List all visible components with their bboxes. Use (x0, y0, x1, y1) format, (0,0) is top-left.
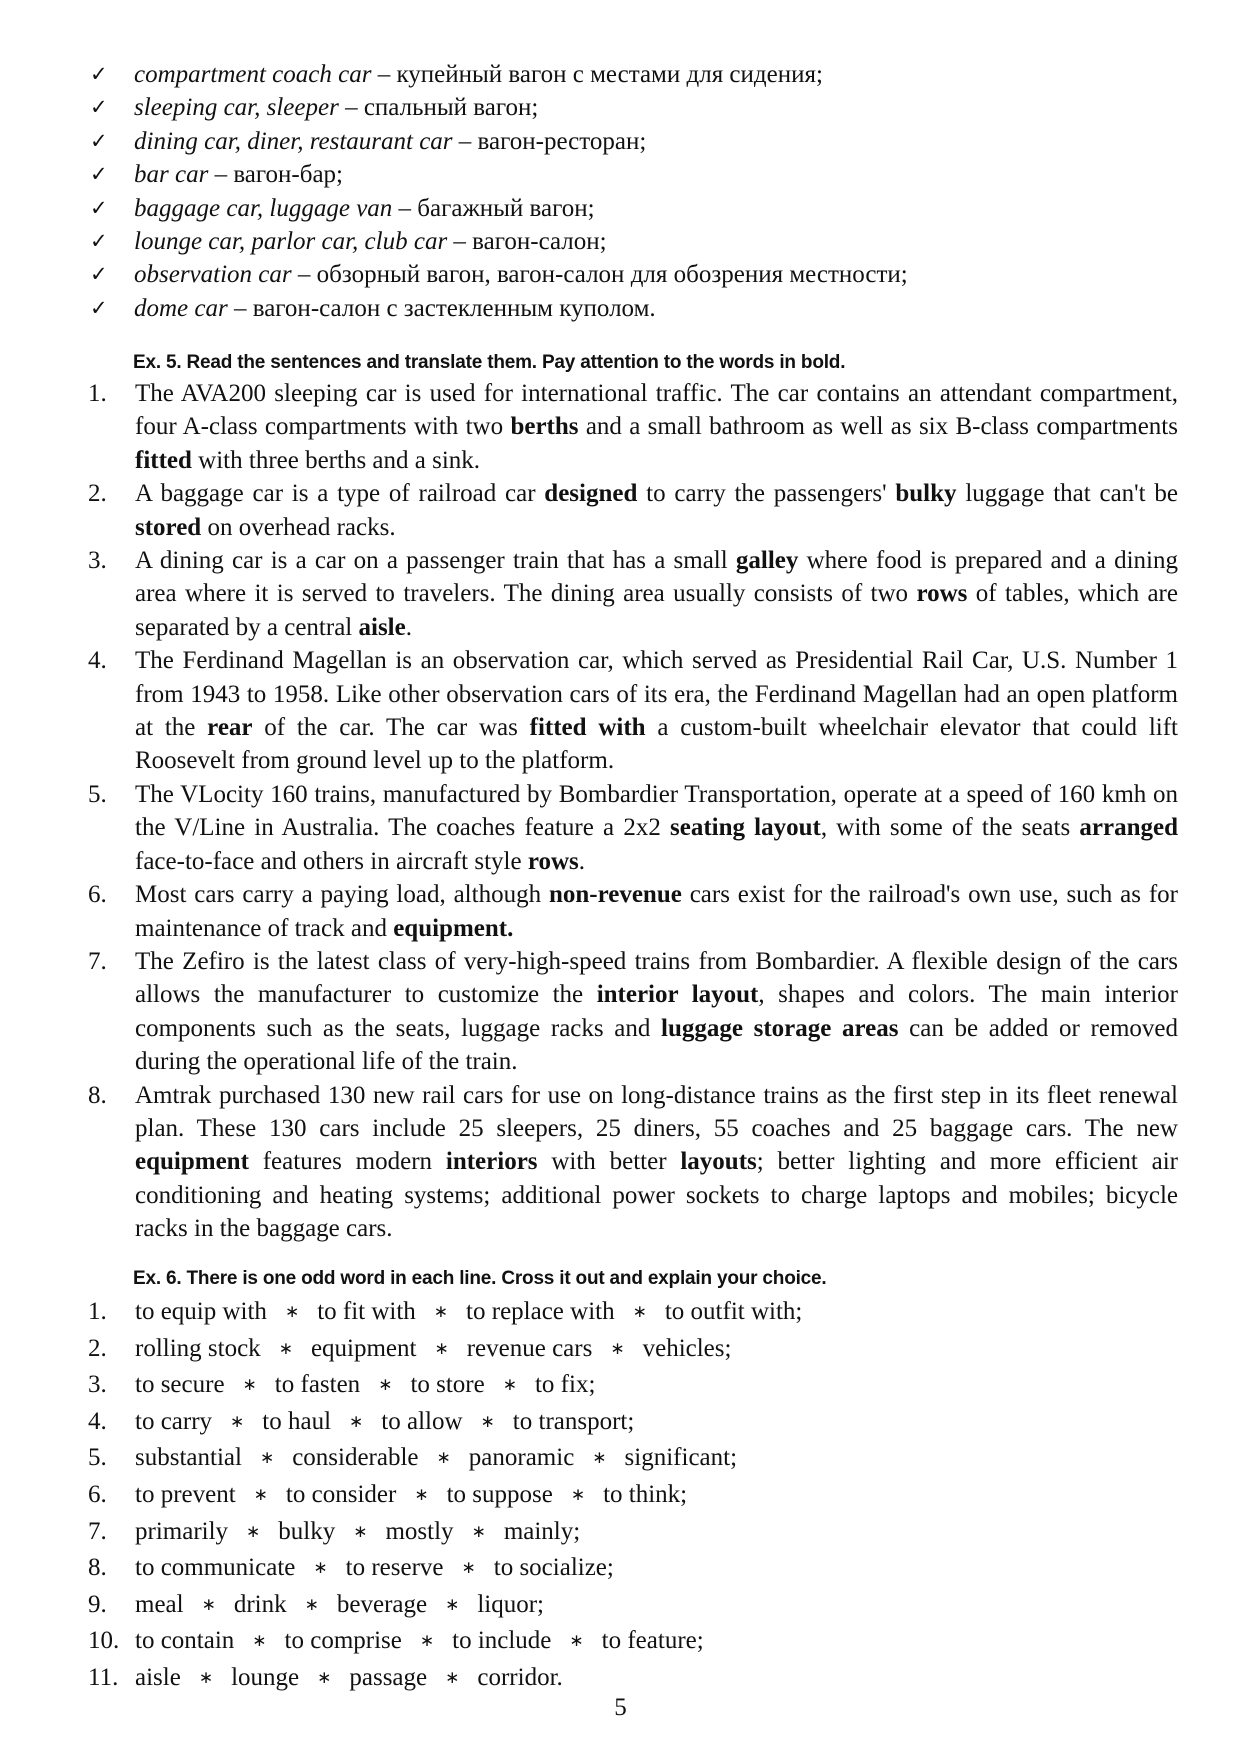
odd-word-option: passage (349, 1663, 428, 1691)
asterisk-separator-icon: ∗ (414, 1484, 429, 1505)
sentence-text: The Zefiro is the latest class of very-high-speed trains from Bombardier. A flexible design of the cars allows the manufacturer to customize the (135, 947, 1178, 1009)
asterisk-separator-icon: ∗ (632, 1302, 647, 1322)
page-number: 5 (614, 1694, 627, 1721)
asterisk-separator-icon: ∗ (242, 1375, 257, 1396)
asterisk-separator-icon: ∗ (445, 1594, 460, 1615)
odd-word-option: bulky (278, 1517, 336, 1545)
asterisk-separator-icon: ∗ (461, 1558, 476, 1579)
list-number: 3. (88, 1371, 107, 1399)
asterisk-separator-icon: ∗ (252, 1631, 267, 1652)
vocab-term: bar car (134, 161, 209, 189)
exercise-5-sentence-list (88, 377, 1178, 1246)
odd-word-option: to store (410, 1371, 485, 1399)
vocab-translation: – спальный вагон; (338, 94, 539, 122)
odd-word-option: to socialize; (493, 1554, 614, 1582)
odd-word-option: mainly; (503, 1517, 581, 1545)
list-number: 2. (88, 480, 107, 508)
list-number: 5. (88, 1444, 107, 1472)
exercise-sentence (88, 377, 1178, 477)
odd-word-option: to consider (285, 1480, 397, 1508)
list-number: 11. (88, 1663, 119, 1691)
sentence-text: , with some of the seats (820, 814, 1080, 842)
vocab-list-item (88, 58, 1188, 91)
check-mark-icon: ✓ (90, 128, 108, 153)
odd-word-option: to equip with (135, 1298, 267, 1325)
asterisk-separator-icon: ∗ (198, 1667, 214, 1688)
sentence-text: a custom-built wheelchair elevator that could lift Roosevelt from ground level up to the platform. (135, 714, 1178, 775)
bold-keyword: luggage storage areas (661, 1014, 899, 1042)
list-number: 4. (88, 647, 107, 675)
odd-word-option: drink (233, 1590, 287, 1618)
vocab-translation: – вагон-ресторан; (452, 127, 647, 155)
asterisk-separator-icon: ∗ (445, 1667, 460, 1688)
vocab-term: compartment coach car (134, 61, 372, 88)
bold-keyword: interior layout (596, 981, 759, 1009)
asterisk-separator-icon: ∗ (502, 1375, 517, 1396)
asterisk-separator-icon: ∗ (313, 1558, 328, 1579)
vocabulary-checklist (88, 58, 1188, 325)
vocab-list-item (88, 91, 1188, 124)
odd-word-option: to communicate (135, 1554, 296, 1582)
exercise-sentence (88, 544, 1178, 644)
sentence-text: The Ferdinand Magellan is an observation car, which served as Presidential Rail Car, U.S. Number 1 from 1943 to 1958. Like other observation cars of its era, the Ferdinand Magellan had an open platform at the (135, 647, 1178, 742)
vocab-term: observation car (134, 261, 292, 289)
odd-word-line (88, 1623, 1188, 1660)
odd-word-option: to fit with (317, 1298, 416, 1325)
sentence-text: . (578, 847, 586, 875)
vocab-translation: – вагон-салон с застекленным куполом. (227, 294, 656, 322)
odd-word-option: panoramic (468, 1444, 575, 1472)
odd-word-option: to replace with (466, 1298, 615, 1325)
vocab-term: dining car, diner, restaurant car (134, 127, 453, 155)
asterisk-separator-icon: ∗ (259, 1448, 275, 1469)
list-number: 2. (88, 1334, 107, 1362)
odd-word-line (88, 1477, 1188, 1514)
odd-word-option: lounge (231, 1663, 300, 1691)
sentence-text: and a small bathroom as well as six B-class compartments (578, 413, 1178, 441)
odd-word-option: revenue cars (466, 1334, 593, 1362)
asterisk-separator-icon: ∗ (284, 1302, 300, 1322)
list-number: 6. (88, 1480, 107, 1508)
bold-keyword: rear (207, 714, 253, 742)
odd-word-option: to transport; (512, 1407, 635, 1435)
vocab-list-item (88, 225, 1188, 258)
sentence-text: cars exist for the railroad's own use, such as for maintenance of track and (135, 881, 1178, 942)
check-mark-icon: ✓ (90, 62, 108, 86)
odd-word-option: to think; (603, 1480, 688, 1508)
odd-word-option: to prevent (135, 1480, 236, 1508)
list-number: 7. (88, 947, 107, 975)
vocab-term: baggage car, luggage van (134, 194, 393, 222)
asterisk-separator-icon: ∗ (253, 1484, 268, 1505)
sentence-text: with better (537, 1148, 681, 1176)
sentence-text: A baggage car is a type of railroad car (135, 480, 545, 508)
sentence-text: Most cars carry a paying load, although (135, 881, 549, 909)
odd-word-option: substantial (135, 1444, 242, 1472)
asterisk-separator-icon: ∗ (480, 1411, 495, 1432)
bold-keyword: berths (510, 413, 579, 441)
vocab-translation: – вагон-салон; (447, 227, 607, 255)
sentence-text: can be added or removed during the operational life of the train. (135, 1014, 1178, 1076)
sentence-text: The VLocity 160 trains, manufactured by Bombardier Transportation, operate at a speed of 160 kmh on the V/Line in Australia. The coaches feature a 2x2 (135, 780, 1178, 842)
asterisk-separator-icon: ∗ (434, 1338, 449, 1359)
odd-word-option: significant; (624, 1444, 738, 1472)
asterisk-separator-icon: ∗ (353, 1521, 368, 1542)
odd-word-option: mostly (385, 1517, 454, 1545)
sentence-text: face-to-face and others in aircraft style (135, 847, 528, 875)
vocab-list-item (88, 258, 1188, 291)
asterisk-separator-icon: ∗ (304, 1594, 319, 1615)
asterisk-separator-icon: ∗ (592, 1448, 607, 1469)
list-number: 6. (88, 881, 107, 909)
vocab-list-item (88, 192, 1188, 225)
odd-word-line (88, 1550, 1188, 1587)
exercise-sentence (88, 878, 1178, 945)
asterisk-separator-icon: ∗ (230, 1411, 245, 1432)
bold-keyword: designed (544, 480, 638, 508)
asterisk-separator-icon: ∗ (378, 1375, 393, 1396)
asterisk-separator-icon: ∗ (349, 1411, 364, 1432)
asterisk-separator-icon: ∗ (569, 1631, 584, 1652)
odd-word-option: to suppose (446, 1480, 553, 1508)
bold-keyword: stored (135, 513, 202, 541)
bold-keyword: equipment. (393, 914, 514, 942)
odd-word-option: to secure (135, 1371, 225, 1399)
bold-keyword: seating layout (670, 814, 821, 842)
sentence-text: The AVA200 sleeping car is used for international traffic. The car contains an attendant compartment, four A-class compartments with two (135, 380, 1178, 441)
check-mark-icon: ✓ (90, 228, 108, 253)
bold-keyword: interiors (445, 1148, 538, 1176)
list-number: 10. (88, 1627, 120, 1655)
odd-word-option: to include (452, 1627, 552, 1655)
bold-keyword: fitted with (529, 714, 646, 742)
sentence-text: Amtrak purchased 130 new rail cars for use on long-distance trains as the first step in its fleet renewal plan. These 130 cars include 25 sleepers, 25 diners, 55 coaches and 25 baggage cars. The new (135, 1081, 1178, 1142)
list-number: 1. (88, 1298, 107, 1325)
bold-keyword: arranged (1079, 814, 1178, 842)
bold-keyword: rows (527, 847, 579, 875)
list-number: 8. (88, 1081, 107, 1109)
asterisk-separator-icon: ∗ (201, 1594, 216, 1615)
sentence-text: , shapes and colors. The main interior components such as the seats, luggage racks and (135, 981, 1178, 1042)
vocab-list-item (88, 292, 1188, 325)
vocab-term: lounge car, parlor car, club car (134, 227, 448, 255)
odd-word-option: to contain (135, 1627, 235, 1655)
odd-word-option: to fix; (534, 1371, 596, 1399)
asterisk-separator-icon: ∗ (570, 1484, 586, 1505)
odd-word-line (88, 1404, 1188, 1441)
vocab-term: sleeping car, sleeper (134, 94, 339, 122)
exercise-sentence (88, 945, 1178, 1079)
vocab-translation: – купейный вагон с местами для сидения; (371, 61, 823, 88)
odd-word-line (88, 1587, 1188, 1624)
sentence-text: luggage that can't be (956, 480, 1178, 508)
bold-keyword: aisle (358, 613, 406, 641)
vocab-translation: – вагон-бар; (208, 161, 343, 189)
asterisk-separator-icon: ∗ (436, 1448, 451, 1469)
sentence-text: ; better lighting and more efficient air conditioning and heating systems; additional power sockets to charge laptops and mobiles; bicycle racks in the baggage cars. (135, 1148, 1179, 1243)
check-mark-icon: ✓ (90, 195, 108, 220)
asterisk-separator-icon: ∗ (278, 1338, 293, 1359)
odd-word-line (88, 1294, 1188, 1331)
odd-word-option: to outfit with; (664, 1298, 803, 1325)
vocab-translation: – обзорный вагон, вагон-салон для обозрения местности; (291, 261, 908, 289)
asterisk-separator-icon: ∗ (610, 1338, 625, 1359)
odd-word-option: meal (135, 1590, 184, 1618)
list-number: 5. (88, 780, 107, 808)
sentence-text: where food is prepared and a dining area where it is served to travelers. The dining area usually consists of two (135, 547, 1178, 608)
exercise-sentence (88, 778, 1178, 878)
sentence-text: of tables, which are separated by a central (135, 580, 1178, 641)
vocab-translation: – багажный вагон; (392, 194, 595, 222)
exercise-6-odd-word-list (88, 1294, 1188, 1697)
sentence-text: of the car. The car was (252, 714, 530, 742)
vocab-list-item (88, 125, 1188, 158)
bold-keyword: non-revenue (548, 881, 682, 909)
odd-word-option: rolling stock (135, 1334, 261, 1362)
check-mark-icon: ✓ (90, 262, 108, 287)
asterisk-separator-icon: ∗ (471, 1521, 486, 1542)
exercise-sentence (88, 1079, 1178, 1246)
sentence-text: features modern (248, 1148, 446, 1176)
sentence-text: on overhead racks. (201, 513, 396, 541)
list-number: 4. (88, 1407, 107, 1435)
odd-word-option: to haul (262, 1407, 332, 1435)
sentence-text: . (405, 613, 412, 641)
bold-keyword: rows (916, 580, 968, 608)
odd-word-option: to reserve (345, 1554, 444, 1582)
check-mark-icon: ✓ (90, 95, 108, 120)
bold-keyword: equipment (135, 1148, 249, 1176)
odd-word-option: to comprise (284, 1627, 402, 1655)
check-mark-icon: ✓ (90, 295, 108, 320)
vocab-term: dome car (134, 294, 228, 322)
odd-word-option: to feature; (601, 1627, 704, 1655)
vocab-list-item (88, 158, 1188, 191)
odd-word-option: equipment (310, 1334, 417, 1362)
odd-word-line (88, 1367, 1188, 1404)
bold-keyword: layouts (680, 1148, 757, 1176)
odd-word-option: aisle (135, 1663, 181, 1691)
list-number: 1. (88, 380, 107, 407)
list-number: 3. (88, 547, 107, 575)
odd-word-option: to carry (135, 1407, 213, 1435)
list-number: 7. (88, 1517, 107, 1545)
asterisk-separator-icon: ∗ (317, 1667, 332, 1688)
bold-keyword: bulky (895, 480, 957, 508)
odd-word-option: considerable (292, 1444, 419, 1472)
bold-keyword: galley (735, 547, 799, 575)
odd-word-line (88, 1331, 1188, 1368)
odd-word-option: beverage (336, 1590, 428, 1618)
exercise-sentence (88, 644, 1178, 778)
exercise-5-heading: Ex. 5. Read the sentences and translate them. Pay attention to the words in bold. (133, 352, 846, 373)
sentence-text: A dining car is a car on a passenger train that has a small (135, 547, 736, 575)
check-mark-icon: ✓ (90, 162, 108, 187)
list-number: 8. (88, 1554, 107, 1582)
asterisk-separator-icon: ∗ (246, 1521, 261, 1542)
odd-word-option: liquor; (477, 1590, 545, 1618)
odd-word-option: vehicles; (642, 1334, 732, 1362)
odd-word-option: to allow (381, 1407, 463, 1435)
odd-word-option: corridor. (477, 1663, 563, 1691)
odd-word-line (88, 1440, 1188, 1477)
list-number: 9. (88, 1590, 107, 1618)
sentence-text: to carry the passengers' (637, 480, 896, 508)
odd-word-line (88, 1514, 1188, 1551)
odd-word-option: to fasten (274, 1371, 361, 1399)
bold-keyword: fitted (135, 446, 192, 474)
exercise-sentence (88, 477, 1178, 544)
sentence-text: with three berths and a sink. (191, 446, 481, 474)
asterisk-separator-icon: ∗ (419, 1631, 435, 1652)
odd-word-line (88, 1660, 1188, 1697)
asterisk-separator-icon: ∗ (433, 1302, 449, 1322)
exercise-6-heading: Ex. 6. There is one odd word in each line. Cross it out and explain your choice. (133, 1268, 827, 1289)
odd-word-option: primarily (135, 1517, 229, 1545)
